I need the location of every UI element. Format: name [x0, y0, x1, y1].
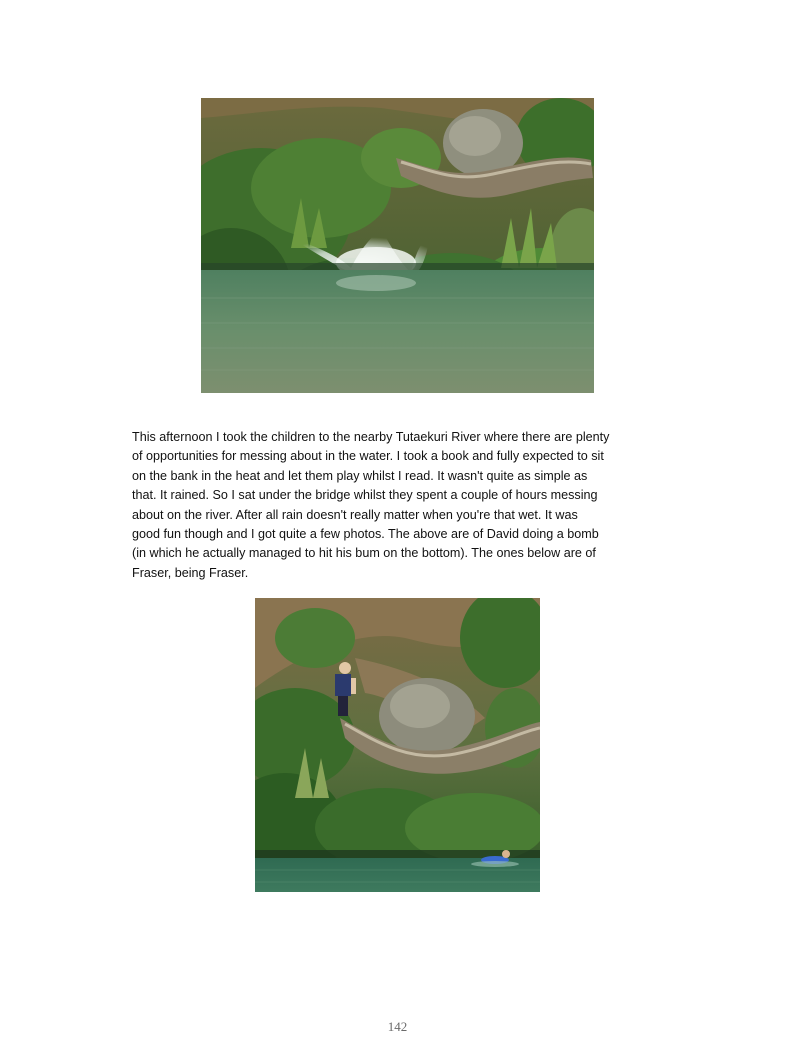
paragraph-line-7: (in which he actually managed to hit his bum on the bottom). The ones below are of: [132, 546, 596, 561]
paragraph-line-3: on the bank in the heat and let them play whilst I read. It wasn't quite as simple as: [132, 468, 588, 483]
river-bank-photo: [255, 598, 540, 892]
paragraph-line-5: about on the river. After all rain doesn't really matter when you're that wet. It was: [132, 507, 578, 522]
paragraph-line-2: of opportunities for messing about in the water. I took a book and fully expected to sit: [132, 449, 604, 464]
river-splash-image: [201, 98, 594, 393]
river-splash-photo: [201, 98, 594, 393]
paragraph-line-4: that. It rained. So I sat under the bridge whilst they spent a couple of hours messing: [132, 488, 598, 503]
body-paragraph: [132, 428, 670, 583]
river-bank-image: [255, 598, 540, 892]
paragraph-line-6: good fun though and I got quite a few photos. The above are of David doing a bomb: [132, 527, 599, 542]
page-number: 142: [387, 1019, 408, 1034]
paragraph-line-8: Fraser, being Fraser.: [132, 565, 249, 580]
paragraph-line-1: This afternoon I took the children to the nearby Tutaekuri River where there are plenty: [132, 430, 610, 444]
